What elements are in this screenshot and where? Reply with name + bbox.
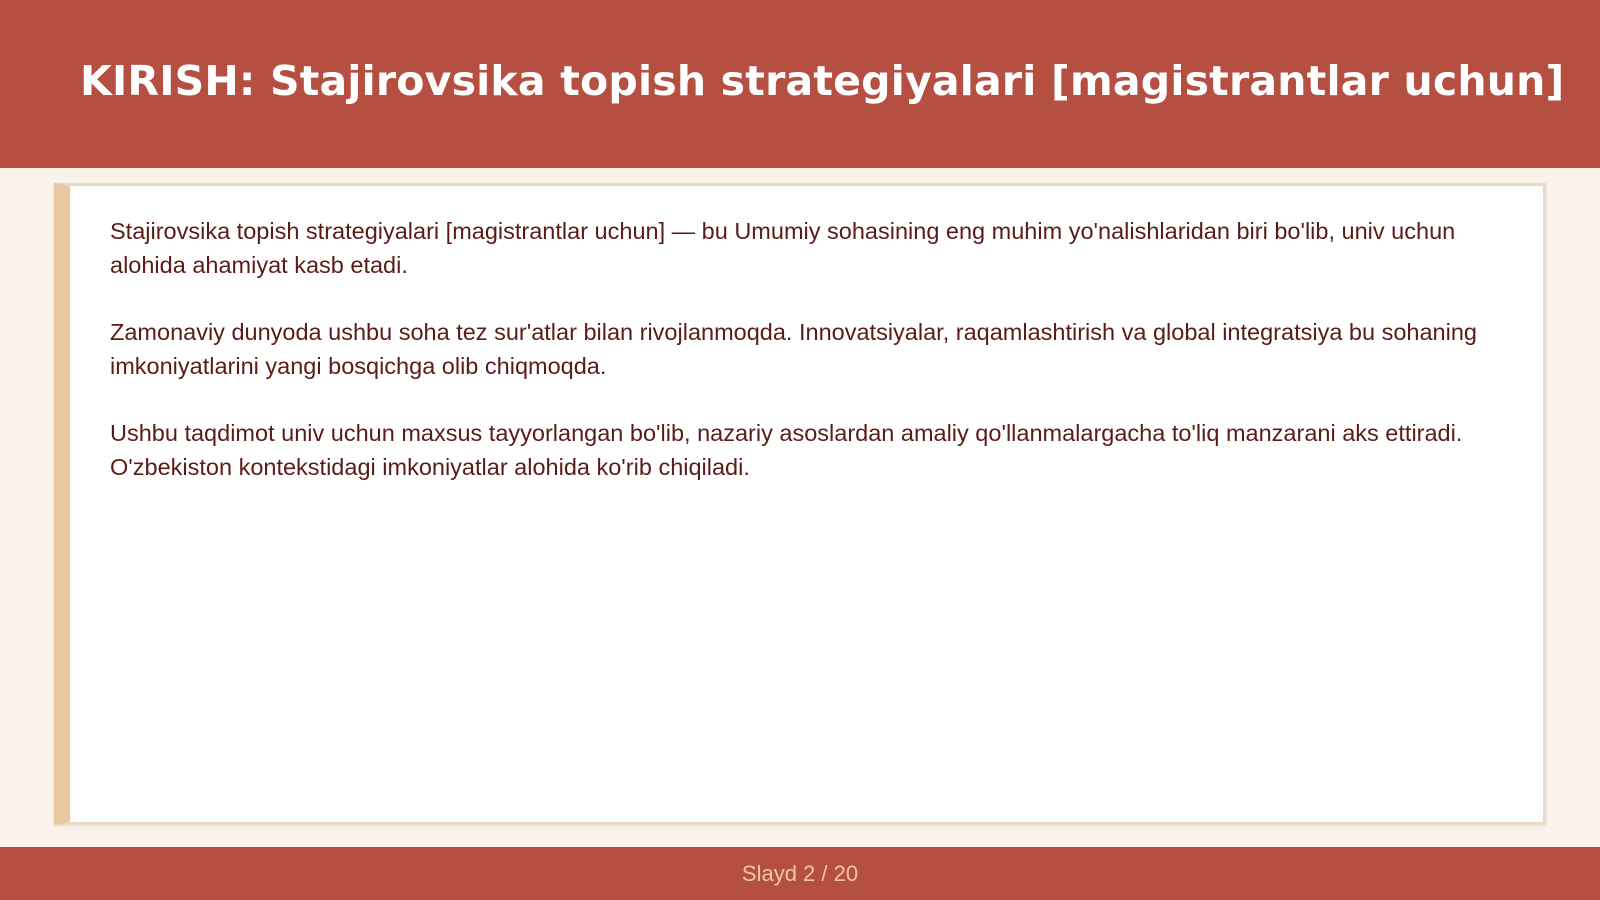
slide-counter: Slayd 2 / 20 xyxy=(741,860,859,886)
slide-header xyxy=(0,0,1600,168)
paragraph-modern-world: Zamonaviy dunyoda ushbu soha tez sur'atlar bilan rivojlanmoqda. Innovatsiyalar, raqamlashtirish va global integratsiya bu sohaning imkoniyatlarini yangi bosqichga olib chiqmoqda. xyxy=(110,319,1477,379)
slide-footer xyxy=(0,847,1600,900)
paragraph-intro: Stajirovsika topish strategiyalari [magistrantlar uchun] — bu Umumiy sohasining eng muhim yo'nalishlaridan biri bo'lib, univ uchun alohida ahamiyat kasb etadi. xyxy=(110,218,1456,278)
content-card xyxy=(54,183,1546,825)
content-text xyxy=(110,214,1510,517)
slide-title: KIRISH: Stajirovsika topish strategiyalari [magistrantlar uchun] xyxy=(80,57,1565,105)
paragraph-presentation: Ushbu taqdimot univ uchun maxsus tayyorlangan bo'lib, nazariy asoslardan amaliy qo'llanmalargacha to'liq manzarani aks ettiradi. O'zbekiston kontekstidagi imkoniyatlar alohida ko'rib chiqiladi. xyxy=(110,420,1463,480)
